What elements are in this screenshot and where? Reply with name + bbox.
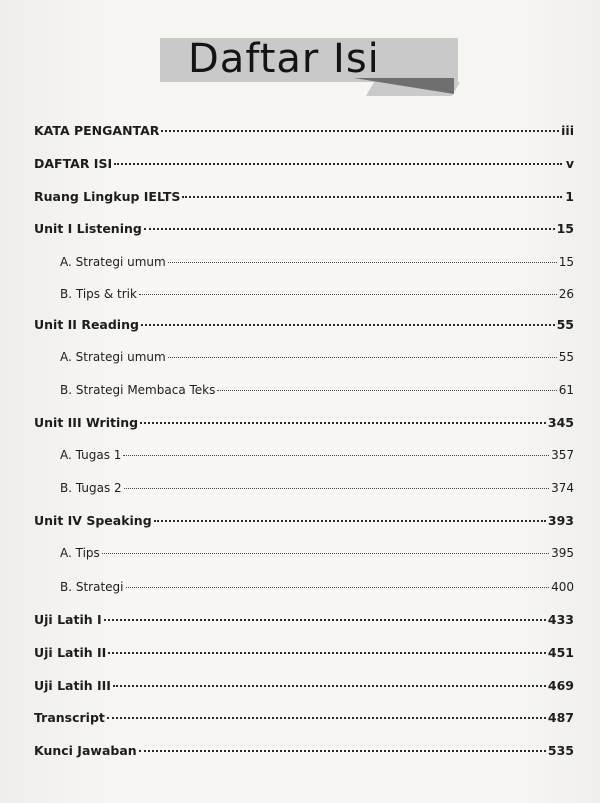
toc-entry-label: Kunci Jawaban [34,743,137,758]
page-title: Daftar Isi [188,36,380,82]
toc-entry[interactable] [34,380,574,400]
toc-leader-dots [102,553,549,554]
toc-entry-label: B. Strategi Membaca Teks [60,383,216,397]
toc-entry-page: 345 [547,415,574,430]
toc-entry-page: 55 [558,350,574,364]
toc-entry[interactable] [34,643,574,663]
toc-entry-label: DAFTAR ISI [34,156,113,171]
toc-entry-page: 15 [558,255,574,269]
toc-leader-dots [144,228,555,230]
toc-entry-page: 374 [551,481,574,495]
toc-leader-dots [217,390,556,391]
toc-entry-page: 55 [556,317,574,332]
toc-entry[interactable] [34,187,574,207]
toc-entry-page: 400 [551,580,574,594]
toc-entry[interactable] [34,154,574,174]
toc-leader-dots [140,422,546,424]
toc-entry-page: 393 [547,513,574,528]
toc-leader-dots [113,685,546,687]
toc-entry-label: A. Tips [60,546,100,560]
toc-leader-dots [154,520,546,522]
toc-leader-dots [141,324,555,326]
toc-entry-label: Ruang Lingkup IELTS [34,189,181,204]
toc-entry[interactable] [34,511,574,531]
toc-leader-dots [124,488,549,489]
toc-entry-page: 15 [556,221,574,236]
toc-entry-label: A. Strategi umum [60,255,166,269]
toc-entry-page: 451 [547,645,574,660]
toc-entry-page: v [565,156,574,171]
toc-entry-page: iii [561,123,574,138]
toc-entry[interactable] [34,347,574,367]
toc-leader-dots [107,717,546,719]
toc-entry[interactable] [34,445,574,465]
toc-leader-dots [123,455,549,456]
toc-entry-page: 487 [547,710,574,725]
toc-entry-label: Unit III Writing [34,415,139,430]
toc-entry-label: B. Tips & trik [60,287,137,301]
toc-entry-label: A. Tugas 1 [60,448,122,462]
toc-entry-page: 26 [558,287,574,301]
toc-entry-label: Uji Latih I [34,612,102,627]
toc-entry-label: Transcript [34,710,105,725]
toc-entry[interactable] [34,543,574,563]
toc-leader-dots [168,357,557,358]
toc-entry[interactable] [34,741,574,761]
toc-entry[interactable] [34,219,574,239]
toc-leader-dots [104,619,546,621]
toc-entry[interactable] [34,577,574,597]
toc-entry-page: 357 [551,448,574,462]
toc-entry-label: Uji Latih III [34,678,111,693]
toc-entry[interactable] [34,676,574,696]
toc-entry-page: 61 [558,383,574,397]
title-banner [160,38,460,100]
toc-leader-dots [168,262,557,263]
toc-entry-label: A. Strategi umum [60,350,166,364]
toc-entry-page: 395 [551,546,574,560]
toc-entry-label: Unit IV Speaking [34,513,152,528]
toc-entry-label: KATA PENGANTAR [34,123,160,138]
toc-entry[interactable] [34,121,574,141]
toc-entry-page: 433 [547,612,574,627]
toc-entry[interactable] [34,315,574,335]
toc-entry-label: Unit II Reading [34,317,139,332]
toc-leader-dots [139,294,557,295]
toc-leader-dots [126,587,550,588]
toc-entry-label: Unit I Listening [34,221,142,236]
toc-entry-label: B. Tugas 2 [60,481,122,495]
toc-leader-dots [182,196,562,198]
toc-entry-page: 469 [547,678,574,693]
toc-entry-label: B. Strategi [60,580,124,594]
toc-entry[interactable] [34,610,574,630]
toc-leader-dots [161,130,559,132]
toc-leader-dots [108,652,546,654]
toc-entry[interactable] [34,284,574,304]
toc-entry[interactable] [34,413,574,433]
toc-leader-dots [139,750,546,752]
toc-entry-page: 535 [547,743,574,758]
toc-entry[interactable] [34,478,574,498]
toc-entry[interactable] [34,708,574,728]
toc-entry-label: Uji Latih II [34,645,107,660]
toc-leader-dots [114,163,562,165]
toc-entry[interactable] [34,252,574,272]
toc-entry-page: 1 [565,189,574,204]
